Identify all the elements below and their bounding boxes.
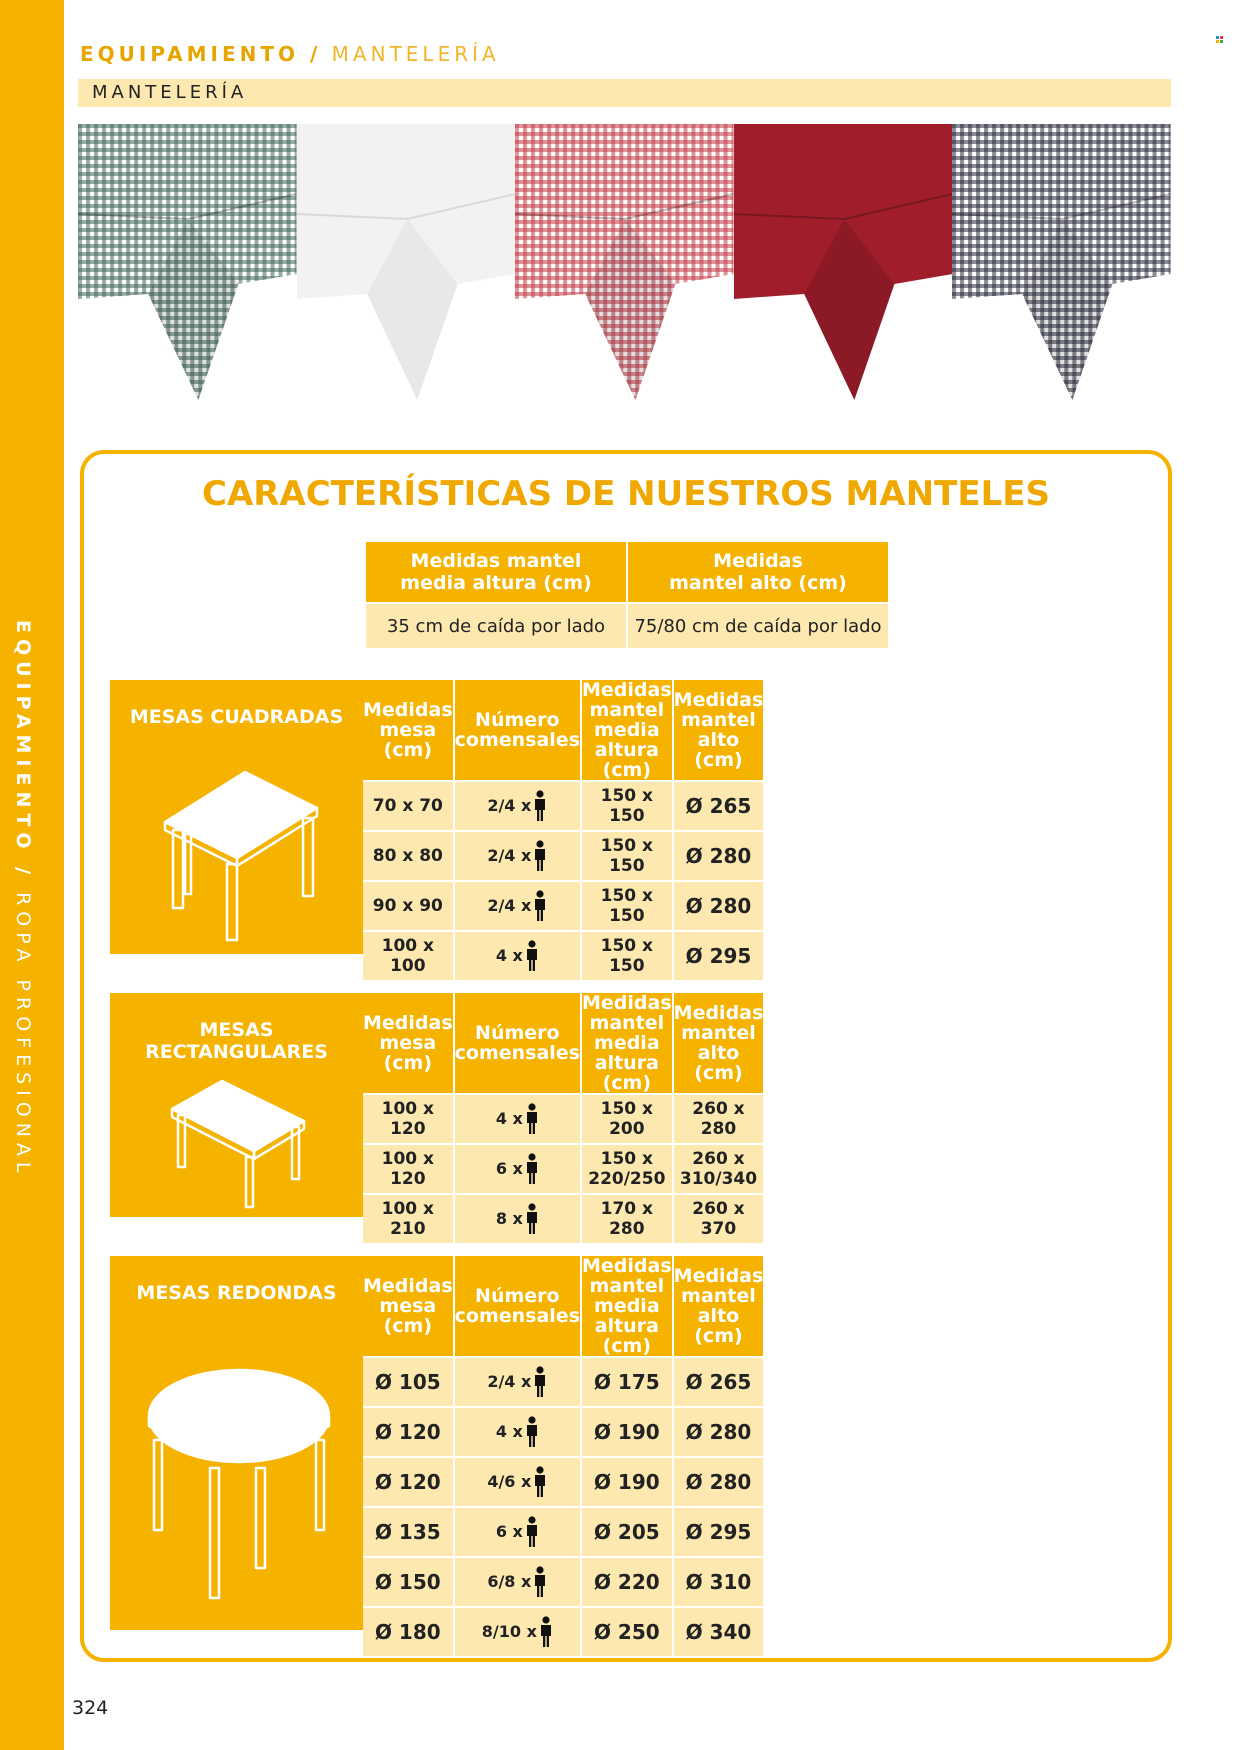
size-cell [363, 1508, 453, 1556]
rect-col-header-2: Medidas mantel media altura (cm) [582, 992, 672, 1094]
table-row [363, 1608, 763, 1656]
person-icon [539, 1616, 553, 1648]
size-cell [582, 1195, 672, 1243]
sidebar-label-bold: EQUIPAMIENTO / [12, 620, 34, 881]
sidebar-label-light: ROPA PROFESIONAL [12, 892, 34, 1179]
table-row [363, 1145, 763, 1193]
drop-header-half: Medidas mantel media altura (cm) [366, 542, 626, 602]
size-cell [363, 1145, 453, 1193]
rect-tables-table [361, 991, 765, 1245]
size-value: 100 x 120 [381, 1149, 434, 1189]
diners-count: 8/10 x [481, 1622, 537, 1641]
sidebar-label [12, 620, 34, 1179]
size-value: Ø 190 [593, 1420, 660, 1444]
rect-tables-panel [110, 993, 363, 1217]
size-value: 260 x 310/340 [679, 1149, 758, 1189]
table-row [363, 782, 763, 830]
size-cell [582, 1095, 672, 1143]
diners-count: 8 x [495, 1209, 523, 1228]
size-cell [363, 1608, 453, 1656]
size-value: 100 x 100 [381, 936, 434, 976]
white-tablecloth-photo [297, 124, 516, 400]
size-cell [363, 1095, 453, 1143]
diners-count: 2/4 x [487, 1372, 532, 1391]
size-value: Ø 280 [685, 894, 752, 918]
page-header [80, 42, 500, 66]
diners-cell [455, 1358, 580, 1406]
size-value: Ø 175 [593, 1370, 660, 1394]
drop-header-full: Medidas mantel alto (cm) [628, 542, 888, 602]
burgundy-tablecloth-photo [734, 124, 953, 400]
square-col-header-3: Medidas mantel alto (cm) [674, 680, 764, 780]
size-cell [674, 832, 764, 880]
size-value: Ø 265 [685, 794, 752, 818]
size-cell [674, 1608, 764, 1656]
size-value: 150 x 150 [600, 886, 654, 926]
person-icon [533, 1566, 547, 1598]
page-number: 324 [72, 1697, 109, 1719]
size-value: 150 x 150 [600, 936, 654, 976]
square-tables-label: MESAS CUADRADAS [129, 706, 344, 728]
size-cell [674, 782, 764, 830]
diners-cell [455, 1195, 580, 1243]
person-icon [525, 1516, 539, 1548]
diners-cell [455, 1145, 580, 1193]
size-cell [363, 1358, 453, 1406]
size-value: 70 x 70 [372, 796, 443, 816]
square-tables-panel [110, 680, 363, 954]
person-icon [533, 1366, 547, 1398]
diners-count: 6/8 x [487, 1572, 532, 1591]
size-cell [582, 832, 672, 880]
size-value: Ø 310 [685, 1570, 752, 1594]
section-subheader: MANTELERÍA [78, 79, 1171, 107]
rect-col-header-0: Medidas mesa (cm) [363, 993, 453, 1093]
person-icon [533, 1466, 547, 1498]
round-col-header-0: Medidas mesa (cm) [363, 1256, 453, 1356]
person-icon [525, 940, 539, 972]
size-value: Ø 220 [593, 1570, 660, 1594]
size-cell [582, 782, 672, 830]
round-tables-label: MESAS REDONDAS [136, 1282, 337, 1304]
green-gingham-tablecloth-photo [78, 124, 297, 400]
rect-col-header-3: Medidas mantel alto (cm) [674, 993, 764, 1093]
diners-count: 2/4 x [487, 846, 532, 865]
person-icon [533, 790, 547, 822]
round-col-header-3: Medidas mantel alto (cm) [674, 1256, 764, 1356]
diners-cell [455, 1608, 580, 1656]
square-col-header-0: Medidas mesa (cm) [363, 680, 453, 780]
size-cell [674, 1458, 764, 1506]
diners-count: 2/4 x [487, 796, 532, 815]
round-tables-panel [110, 1256, 363, 1630]
size-value: Ø 340 [685, 1620, 752, 1644]
table-row [363, 1458, 763, 1506]
section-title: CARACTERÍSTICAS DE NUESTROS MANTELES [202, 474, 1050, 514]
size-value: Ø 250 [593, 1620, 660, 1644]
size-value: Ø 295 [685, 944, 752, 968]
table-row [363, 1358, 763, 1406]
diners-cell [455, 832, 580, 880]
tablecloth-photo-strip [78, 124, 1171, 400]
size-cell [674, 932, 764, 980]
size-value: Ø 205 [593, 1520, 660, 1544]
sidebar-band [0, 0, 64, 1750]
size-cell [363, 782, 453, 830]
size-value: Ø 280 [685, 1470, 752, 1494]
size-value: Ø 135 [374, 1520, 441, 1544]
round-col-header-1: Número comensales [455, 1256, 580, 1356]
size-cell [582, 932, 672, 980]
square-tables-table [361, 678, 765, 982]
size-cell [582, 1558, 672, 1606]
size-cell [582, 1508, 672, 1556]
size-cell [363, 932, 453, 980]
person-icon [525, 1103, 539, 1135]
size-value: 150 x 150 [600, 836, 654, 876]
size-cell [363, 882, 453, 930]
size-value: Ø 150 [374, 1570, 441, 1594]
diners-count: 4 x [495, 1109, 523, 1128]
diners-count: 4 x [495, 946, 523, 965]
size-value: 80 x 80 [372, 846, 443, 866]
round-col-header-2: Medidas mantel media altura (cm) [582, 1255, 672, 1357]
size-cell [582, 1408, 672, 1456]
size-value: 170 x 280 [600, 1199, 654, 1239]
size-cell [363, 1195, 453, 1243]
size-value: Ø 280 [685, 844, 752, 868]
diners-cell [455, 1508, 580, 1556]
size-value: 100 x 120 [381, 1099, 434, 1139]
size-cell [674, 1145, 764, 1193]
diners-count: 6 x [495, 1159, 523, 1178]
size-cell [582, 1608, 672, 1656]
drop-value-full: 75/80 cm de caída por lado [628, 602, 888, 648]
header-category: EQUIPAMIENTO / [80, 42, 322, 66]
diners-count: 2/4 x [487, 896, 532, 915]
diners-cell [455, 882, 580, 930]
person-icon [525, 1153, 539, 1185]
person-icon [525, 1203, 539, 1235]
rect-tables-label: MESAS RECTANGULARES [145, 1019, 328, 1063]
size-value: 150 x 150 [600, 786, 654, 826]
size-cell [674, 1358, 764, 1406]
size-cell [363, 1458, 453, 1506]
diners-cell [455, 782, 580, 830]
table-row [363, 1408, 763, 1456]
person-icon [533, 890, 547, 922]
size-cell [674, 1095, 764, 1143]
diners-cell [455, 1408, 580, 1456]
size-cell [363, 1558, 453, 1606]
diners-cell [455, 1458, 580, 1506]
table-row [363, 832, 763, 880]
black-gingham-tablecloth-photo [952, 124, 1171, 400]
red-gingham-tablecloth-photo [515, 124, 734, 400]
table-row [363, 1558, 763, 1606]
table-row [363, 1195, 763, 1243]
diners-cell [455, 1095, 580, 1143]
diners-count: 6 x [495, 1522, 523, 1541]
size-value: Ø 120 [374, 1420, 441, 1444]
diners-cell [455, 1558, 580, 1606]
table-row [363, 882, 763, 930]
size-cell [582, 1458, 672, 1506]
square-table-icon [155, 764, 325, 944]
rect-table-icon [168, 1079, 308, 1209]
round-tables-table [361, 1254, 765, 1658]
square-col-header-1: Número comensales [455, 680, 580, 780]
size-cell [674, 882, 764, 930]
size-cell [363, 832, 453, 880]
size-value: 150 x 220/250 [588, 1149, 666, 1189]
person-icon [525, 1416, 539, 1448]
color-dots-icon [1216, 36, 1226, 44]
size-cell [674, 1195, 764, 1243]
size-value: Ø 280 [685, 1420, 752, 1444]
table-row [363, 1095, 763, 1143]
header-section: MANTELERÍA [331, 42, 500, 66]
size-value: Ø 265 [685, 1370, 752, 1394]
size-value: Ø 105 [374, 1370, 441, 1394]
size-cell [363, 1408, 453, 1456]
size-value: 150 x 200 [600, 1099, 654, 1139]
diners-cell [455, 932, 580, 980]
size-cell [582, 1145, 672, 1193]
size-cell [674, 1508, 764, 1556]
size-cell [582, 882, 672, 930]
size-cell [674, 1408, 764, 1456]
table-row [363, 932, 763, 980]
size-cell [582, 1358, 672, 1406]
person-icon [533, 840, 547, 872]
size-value: 260 x 370 [692, 1199, 745, 1239]
round-table-icon [144, 1364, 334, 1604]
diners-count: 4 x [495, 1422, 523, 1441]
table-row [363, 1508, 763, 1556]
size-value: Ø 180 [374, 1620, 441, 1644]
size-value: 90 x 90 [372, 896, 443, 916]
rect-col-header-1: Número comensales [455, 993, 580, 1093]
size-value: Ø 295 [685, 1520, 752, 1544]
diners-count: 4/6 x [487, 1472, 532, 1491]
size-value: Ø 120 [374, 1470, 441, 1494]
size-value: 260 x 280 [692, 1099, 745, 1139]
size-value: Ø 190 [593, 1470, 660, 1494]
square-col-header-2: Medidas mantel media altura (cm) [582, 679, 672, 781]
drop-value-half: 35 cm de caída por lado [366, 602, 626, 648]
size-cell [674, 1558, 764, 1606]
size-value: 100 x 210 [381, 1199, 434, 1239]
drop-length-table [364, 542, 890, 648]
